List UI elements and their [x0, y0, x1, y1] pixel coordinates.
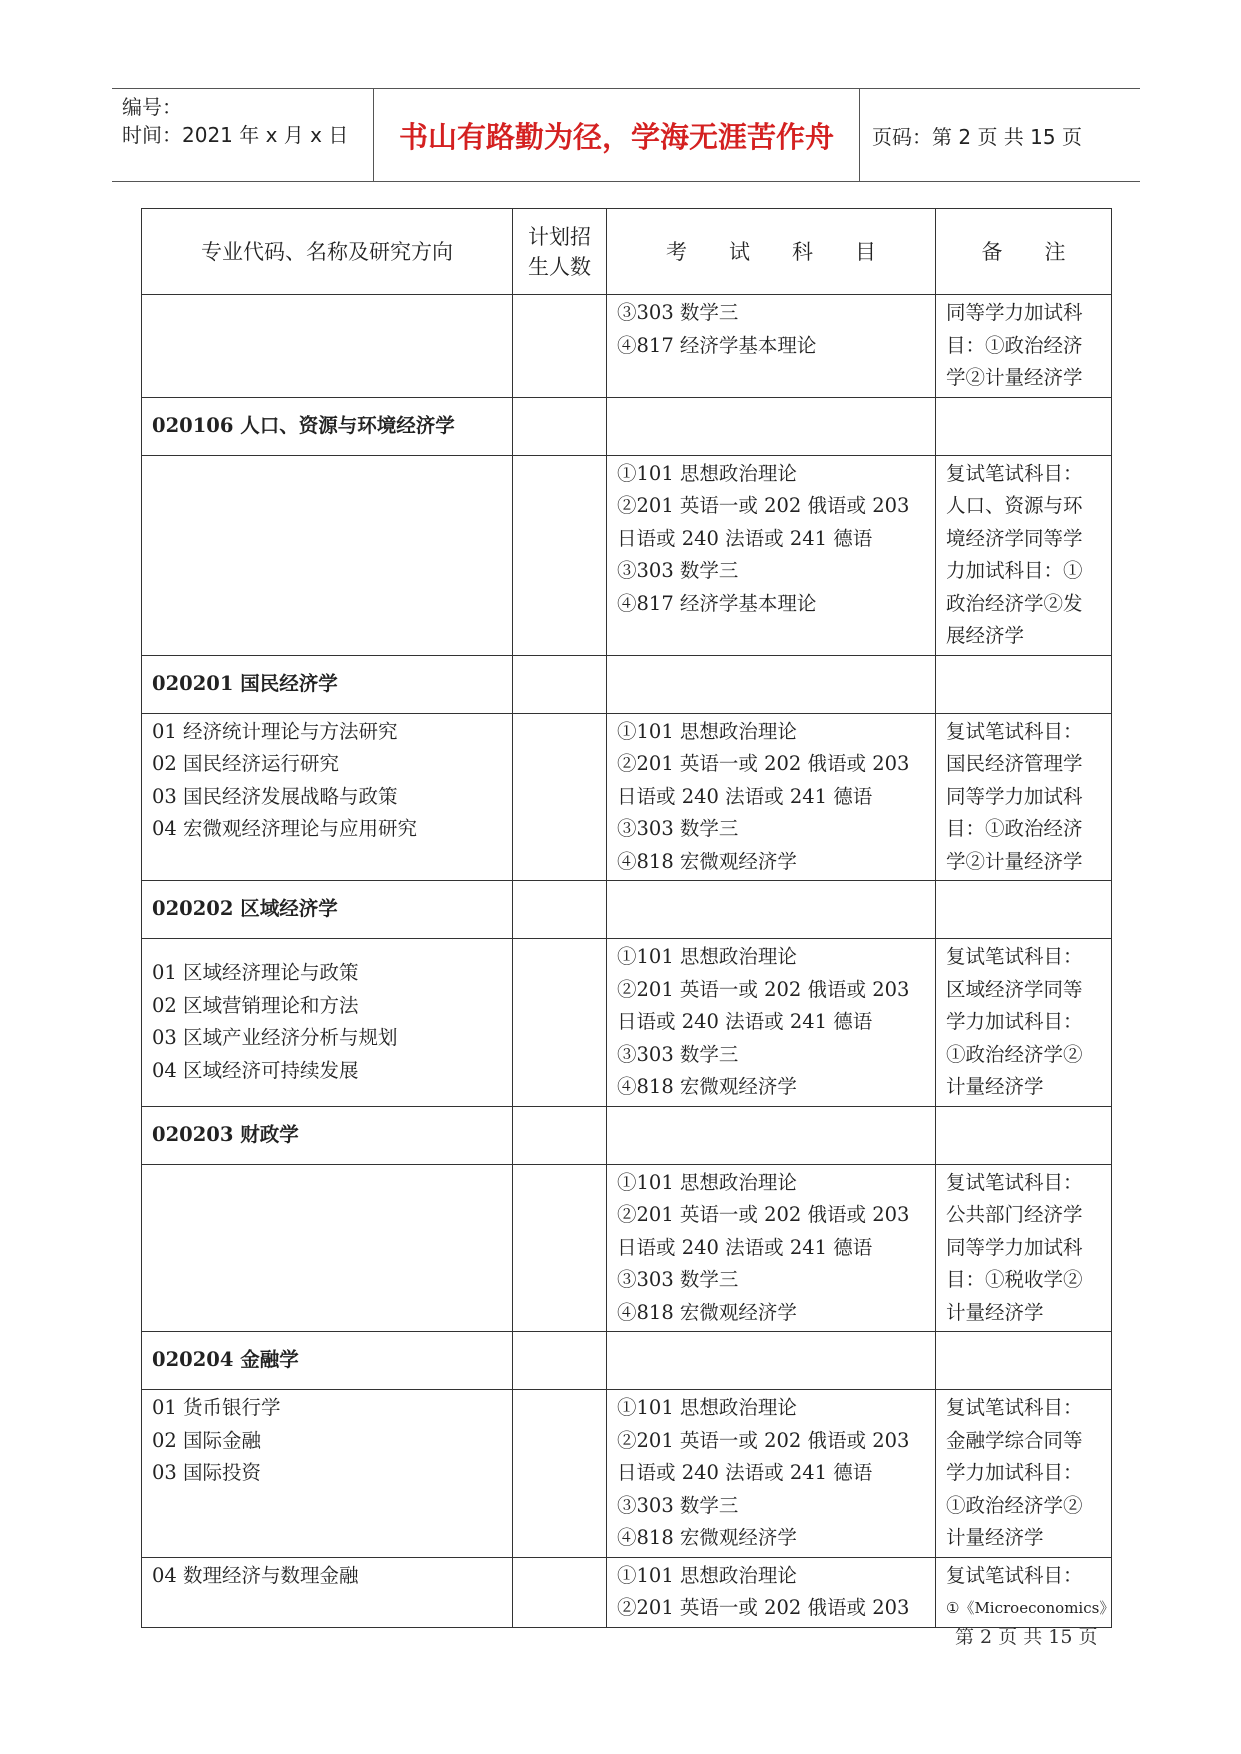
section-row [142, 881, 1112, 939]
note-cell [936, 881, 1112, 939]
exam-cell [607, 1106, 936, 1164]
major-cell [142, 1390, 513, 1558]
header-major: 专业代码、名称及研究方向 [142, 209, 513, 295]
exam-cell [607, 655, 936, 713]
exam-item: ②201 英语一或 202 俄语或 203 [617, 494, 910, 517]
note-cell [936, 1106, 1112, 1164]
exam-cell [607, 1164, 936, 1332]
table-row [142, 939, 1112, 1107]
major-cell [142, 713, 513, 881]
exam-item: ②201 英语一或 202 俄语或 203 [617, 977, 910, 1001]
exam-item: 日语或 240 法语或 241 德语 [617, 1461, 873, 1484]
header-motto: 书山有路勤为径，学海无涯苦作舟 [374, 89, 860, 181]
major-cell [142, 295, 513, 398]
table-row [142, 1390, 1112, 1558]
note-cell: 复试笔试科目：国民经济管理学同等学力加试科目：①政治经济学②计量经济学 [936, 713, 1112, 881]
exam-item: ④818 宏微观经济学 [617, 1526, 797, 1549]
section-row [142, 397, 1112, 455]
section-row [142, 1332, 1112, 1390]
header-exam: 考 试 科 目 [607, 209, 936, 295]
direction-item: 04 区域经济可持续发展 [152, 1058, 359, 1082]
major-cell [142, 1164, 513, 1332]
exam-item: ①101 思想政治理论 [617, 719, 797, 743]
header-note: 备 注 [936, 209, 1112, 295]
exam-item: ③303 数学三 [617, 301, 739, 324]
section-row [142, 655, 1112, 713]
page-footer: 第 2 页 共 15 页 [955, 1626, 1098, 1648]
exam-item: ④818 宏微观经济学 [617, 1300, 797, 1324]
table-row [142, 295, 1112, 398]
exam-cell [607, 881, 936, 939]
exam-item: 日语或 240 法语或 241 德语 [617, 784, 873, 808]
note-cell: 复试笔试科目：公共部门经济学同等学力加试科目：①税收学②计量经济学 [936, 1164, 1112, 1332]
table-header-row [142, 209, 1112, 295]
exam-cell [607, 713, 936, 881]
exam-item: 日语或 240 法语或 241 德语 [617, 1235, 873, 1259]
plan-cell [513, 295, 607, 398]
exam-item: ②201 英语一或 202 俄语或 203 [617, 1203, 910, 1226]
major-cell [142, 455, 513, 655]
exam-cell [607, 455, 936, 655]
note-cell [936, 1557, 1115, 1627]
exam-cell [607, 1557, 936, 1627]
exam-item: ①101 思想政治理论 [617, 1563, 797, 1587]
section-row [142, 1106, 1112, 1164]
exam-cell [607, 397, 936, 455]
exam-item: ③303 数学三 [617, 1268, 739, 1291]
header-meta [112, 89, 374, 181]
exam-cell [607, 939, 936, 1107]
plan-cell [513, 1557, 607, 1627]
exam-item: 日语或 240 法语或 241 德语 [617, 1010, 873, 1033]
document-header [112, 88, 1140, 182]
note-cell [936, 1332, 1112, 1390]
time-label: 时间：2021 年 x 月 x 日 [122, 123, 349, 147]
exam-item: ④817 经济学基本理论 [617, 591, 817, 615]
plan-cell [513, 397, 607, 455]
direction-item: 01 经济统计理论与方法研究 [152, 719, 398, 743]
note-cell: 复试笔试科目：人口、资源与环境经济学同等学力加试科目：①政治经济学②发展经济学 [936, 455, 1112, 655]
exam-item: ①101 思想政治理论 [617, 1170, 797, 1194]
direction-item: 03 国际投资 [152, 1461, 262, 1484]
plan-cell [513, 1390, 607, 1558]
direction-item: 02 区域营销理论和方法 [152, 993, 359, 1017]
major-cell [142, 939, 513, 1107]
admissions-table [141, 208, 1115, 1628]
note-cell: 复试笔试科目：金融学综合同等学力加试科目：①政治经济学②计量经济学 [936, 1390, 1112, 1558]
plan-cell [513, 455, 607, 655]
exam-cell [607, 295, 936, 398]
table-row [142, 1164, 1112, 1332]
table-row [142, 713, 1112, 881]
exam-item: ①101 思想政治理论 [617, 945, 797, 968]
direction-item: 04 宏微观经济理论与应用研究 [152, 817, 418, 840]
exam-item: 日语或 240 法语或 241 德语 [617, 526, 873, 550]
exam-item: ④817 经济学基本理论 [617, 333, 817, 357]
section-title: 020203 财政学 [142, 1106, 513, 1164]
note-cell: 复试笔试科目：区域经济学同等学力加试科目：①政治经济学②计量经济学 [936, 939, 1112, 1107]
exam-item: ①101 思想政治理论 [617, 1396, 797, 1419]
direction-item: 01 货币银行学 [152, 1396, 281, 1419]
plan-cell [513, 1332, 607, 1390]
exam-item: ②201 英语一或 202 俄语或 203 [617, 1428, 910, 1452]
number-label: 编号： [122, 95, 182, 119]
section-title: 020204 金融学 [142, 1332, 513, 1390]
note-text: 复试笔试科目： [946, 1563, 1083, 1587]
direction-item: 02 国民经济运行研究 [152, 752, 340, 775]
table-row [142, 1557, 1112, 1627]
header-page-info: 页码：第 2 页 共 15 页 [872, 124, 1082, 149]
exam-item: ①101 思想政治理论 [617, 461, 797, 485]
note-cell [936, 655, 1112, 713]
plan-cell [513, 881, 607, 939]
direction-item: 03 区域产业经济分析与规划 [152, 1026, 398, 1050]
plan-cell [513, 1106, 607, 1164]
direction-item: 04 数理经济与数理金融 [152, 1563, 359, 1587]
plan-cell [513, 713, 607, 881]
note-cell [936, 397, 1112, 455]
section-title: 020106 人口、资源与环境经济学 [142, 397, 513, 455]
exam-item: ②201 英语一或 202 俄语或 203 [617, 1596, 910, 1619]
plan-cell [513, 1164, 607, 1332]
exam-cell [607, 1390, 936, 1558]
exam-item: ③303 数学三 [617, 817, 739, 840]
exam-item: ③303 数学三 [617, 1042, 739, 1066]
note-cell: 同等学力加试科目：①政治经济学②计量经济学 [936, 295, 1112, 398]
exam-item: ③303 数学三 [617, 1493, 739, 1517]
major-cell [142, 1557, 513, 1627]
exam-item: ③303 数学三 [617, 559, 739, 582]
exam-cell [607, 1332, 936, 1390]
exam-item: ②201 英语一或 202 俄语或 203 [617, 752, 910, 775]
plan-cell [513, 939, 607, 1107]
table-row [142, 455, 1112, 655]
header-plan: 计划招生人数 [513, 209, 607, 295]
direction-item: 01 区域经济理论与政策 [152, 961, 359, 985]
section-title: 020202 区域经济学 [142, 881, 513, 939]
exam-item: ④818 宏微观经济学 [617, 849, 797, 873]
direction-item: 03 国民经济发展战略与政策 [152, 784, 398, 808]
section-title: 020201 国民经济学 [142, 655, 513, 713]
exam-item: ④818 宏微观经济学 [617, 1075, 797, 1098]
plan-cell [513, 655, 607, 713]
note-text-small: ①《Microeconomics》 [946, 1599, 1115, 1617]
direction-item: 02 国际金融 [152, 1428, 262, 1452]
